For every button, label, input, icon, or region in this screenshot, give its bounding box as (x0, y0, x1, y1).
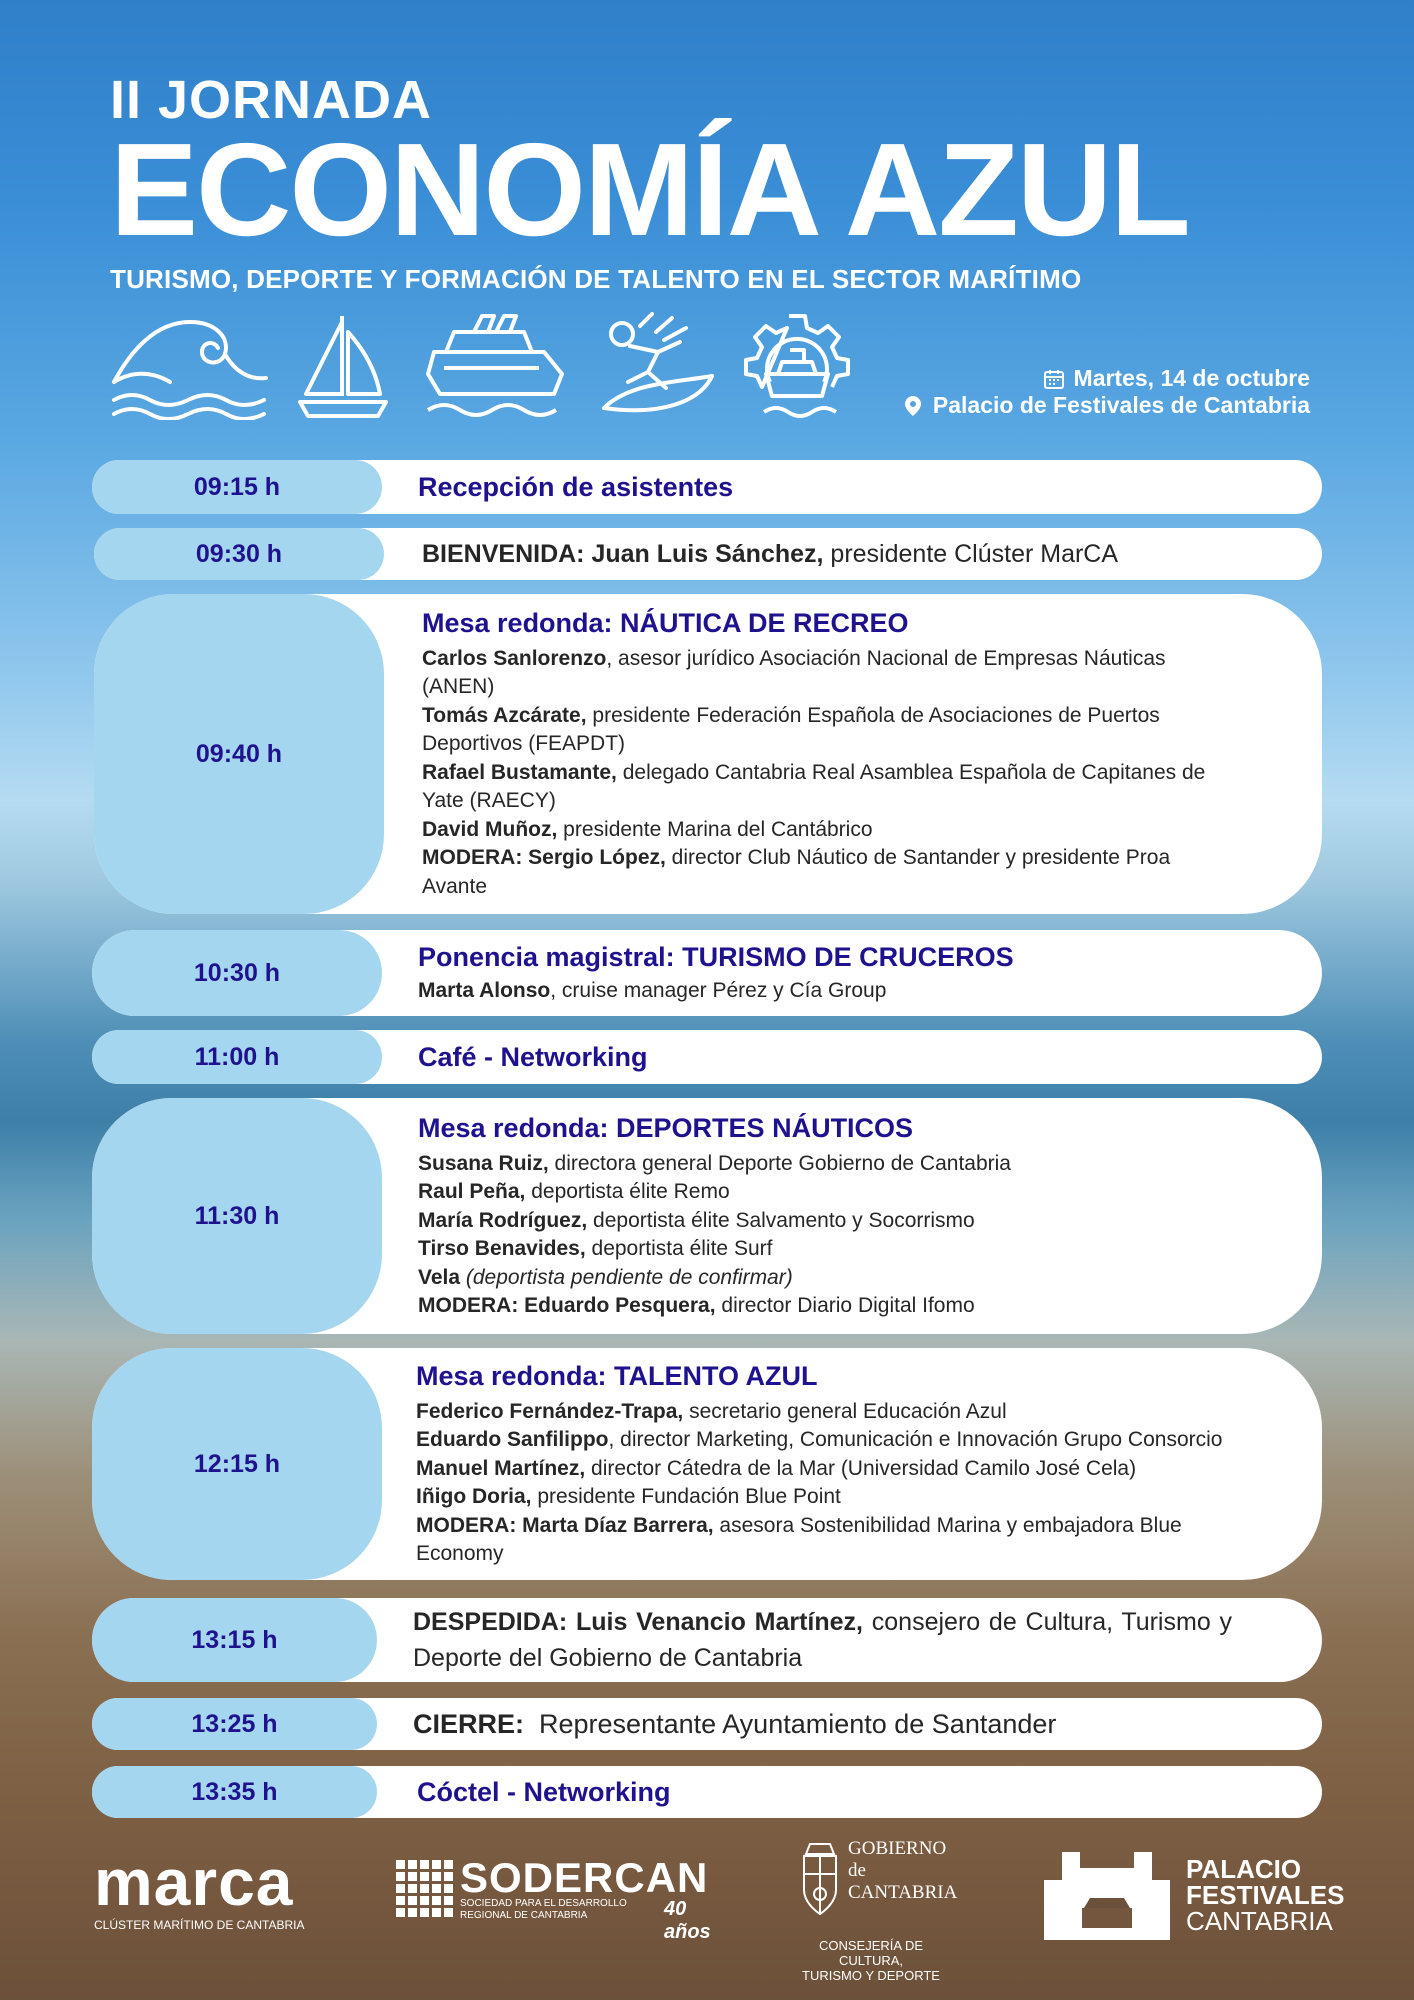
speaker-line: Federico Fernández-Trapa, secretario general Educación Azul (416, 1399, 1007, 1423)
sodercan-sub1: SOCIEDAD PARA EL DESARROLLO (460, 1898, 627, 1909)
welcome-label: BIENVENIDA: Juan Luis Sánchez, (422, 539, 824, 568)
gobierno-line2: de (848, 1860, 866, 1881)
speaker-line: Tirso Benavides, deportista élite Surf (418, 1237, 773, 1260)
marca-logo-name: marca (94, 1845, 294, 1919)
event-venue: Palacio de Festivales de Cantabria (932, 392, 1310, 418)
speaker-line: Eduardo Sanfilippo, director Marketing, Comunicación e Innovación Grupo Consorcio (416, 1428, 1223, 1451)
agenda-time: 10:30 h (92, 930, 382, 1016)
agenda-time: 13:15 h (92, 1598, 377, 1682)
agenda-time: 09:30 h (94, 528, 384, 580)
agenda-title: Cóctel - Networking (417, 1777, 671, 1807)
agenda-title: Mesa redonda: NÁUTICA DE RECREO (422, 607, 909, 638)
main-title: ECONOMÍA AZUL (110, 116, 1189, 263)
agenda-item-0915 (92, 460, 1322, 514)
speaker-line: David Muñoz, presidente Marina del Cantábrico (422, 817, 873, 841)
farewell-text: consejero de Cultura, Turismo y Deporte del Gobierno de Cantabria (413, 1608, 1232, 1672)
agenda-title: Café - Networking (418, 1042, 648, 1072)
speaker-line: Manuel Martínez, director Cátedra de la Mar (Universidad Camilo José Cela) (416, 1456, 1137, 1480)
sodercan-name: SODERCAN (460, 1854, 709, 1901)
marca-logo-sub: CLÚSTER MARÍTIMO DE CANTABRIA (94, 1918, 305, 1932)
closing-label: CIERRE: (413, 1708, 525, 1739)
sodercan-sub2: REGIONAL DE CANTABRIA (460, 1910, 588, 1921)
sponsor-logos (0, 1830, 1414, 1983)
palacio-line3: CANTABRIA (1186, 1906, 1333, 1936)
speaker-line: Vela (deportista pendiente de confirmar) (418, 1265, 793, 1289)
closing-text: Representante Ayuntamiento de Santander (524, 1708, 1057, 1739)
agenda-item-1130 (92, 1098, 1322, 1334)
kitesurfer-icon (600, 312, 720, 422)
moderator-line: MODERA: Sergio López, director Club Náutico de Santander y presidente Proa Avante (422, 846, 1171, 898)
gobierno-sub1: CONSEJERÍA DE CULTURA, (818, 1938, 924, 1968)
agenda-title: Mesa redonda: TALENTO AZUL (416, 1360, 818, 1391)
moderator-line: MODERA: Eduardo Pesquera, director Diario Digital Ifomo (418, 1294, 975, 1317)
agenda-item-1315 (92, 1598, 1322, 1682)
palacio-line1: PALACIO (1186, 1854, 1302, 1884)
welcome-text: presidente Clúster MarCA (823, 539, 1119, 568)
speaker-line: Marta Alonso, cruise manager Pérez y Cía Group (418, 978, 887, 1002)
agenda-title: Ponencia magistral: TURISMO DE CRUCEROS (418, 941, 1014, 972)
agenda-item-1335 (92, 1766, 1322, 1818)
agenda-title: Recepción de asistentes (418, 472, 734, 502)
event-date-row (901, 365, 1310, 392)
event-date: Martes, 14 de octubre (1073, 365, 1310, 391)
cruise-ship-icon (424, 312, 569, 420)
speaker-line: Tomás Azcárate, presidente Federación Española de Asociaciones de Puertos Deportivos (FEAPDT) (422, 703, 1160, 756)
agenda-item-0930 (94, 528, 1322, 580)
speaker-line: Rafael Bustamante, delegado Cantabria Real Asamblea Española de Capitanes de Yate (RAECY) (422, 760, 1206, 813)
agenda-item-0940 (94, 594, 1322, 914)
coat-of-arms-icon (798, 1838, 842, 1918)
speaker-line: María Rodríguez, deportista élite Salvamento y Socorrismo (418, 1208, 975, 1232)
agenda-item-1030 (92, 930, 1322, 1016)
speaker-line: Susana Ruiz, directora general Deporte Gobierno de Cantabria (418, 1151, 1011, 1175)
header (110, 70, 1189, 295)
event-info (901, 365, 1310, 419)
gobierno-line3: CANTABRIA (848, 1882, 958, 1903)
palacio-line2: FESTIVALES (1186, 1880, 1345, 1910)
farewell-label: DESPEDIDA: Luis Venancio Martínez, (413, 1608, 863, 1636)
event-venue-row (901, 392, 1310, 419)
wave-icon (110, 312, 268, 420)
speaker-line: Iñigo Doria, presidente Fundación Blue Point (416, 1485, 841, 1508)
sodercan-anniversary-badge: 40 años (664, 1898, 711, 1943)
agenda-time: 13:35 h (92, 1766, 377, 1818)
agenda-time: 11:30 h (92, 1098, 382, 1334)
sodercan-grid-icon (396, 1860, 456, 1920)
agenda-item-1215 (92, 1348, 1322, 1580)
calendar-icon (1042, 367, 1066, 391)
speaker-line: Raul Peña, deportista élite Remo (418, 1180, 730, 1203)
agenda-item-1100 (92, 1030, 1322, 1084)
agenda-title: Mesa redonda: DEPORTES NÁUTICOS (418, 1112, 914, 1143)
sodercan-logo (396, 1854, 716, 1943)
palacio-festivales-logo (1044, 1852, 1345, 1942)
agenda-time: 11:00 h (92, 1030, 382, 1084)
sailboat-icon (296, 312, 391, 420)
gobierno-sub2: TURISMO Y DEPORTE (802, 1968, 940, 1983)
marca-logo (94, 1845, 314, 1932)
agenda-time: 12:15 h (92, 1348, 382, 1580)
subtitle: TURISMO, DEPORTE Y FORMACIÓN DE TALENTO EN EL SECTOR MARÍTIMO (110, 264, 1082, 294)
moderator-line: MODERA: Marta Díaz Barrera, asesora Sostenibilidad Marina y embajadora Blue Economy (416, 1513, 1182, 1565)
speaker-line: Carlos Sanlorenzo, asesor jurídico Asociación Nacional de Empresas Náuticas (ANEN) (422, 646, 1166, 699)
agenda-time: 09:15 h (92, 460, 382, 514)
gobierno-line1: GOBIERNO (848, 1838, 947, 1859)
location-pin-icon (901, 394, 925, 418)
pre-title: II JORNADA (110, 70, 433, 130)
agenda-time: 13:25 h (92, 1698, 377, 1750)
palacio-building-icon (1044, 1852, 1170, 1940)
agenda-item-1325 (92, 1698, 1322, 1750)
agenda-time: 09:40 h (94, 594, 384, 914)
gear-ship-icon (742, 312, 852, 422)
